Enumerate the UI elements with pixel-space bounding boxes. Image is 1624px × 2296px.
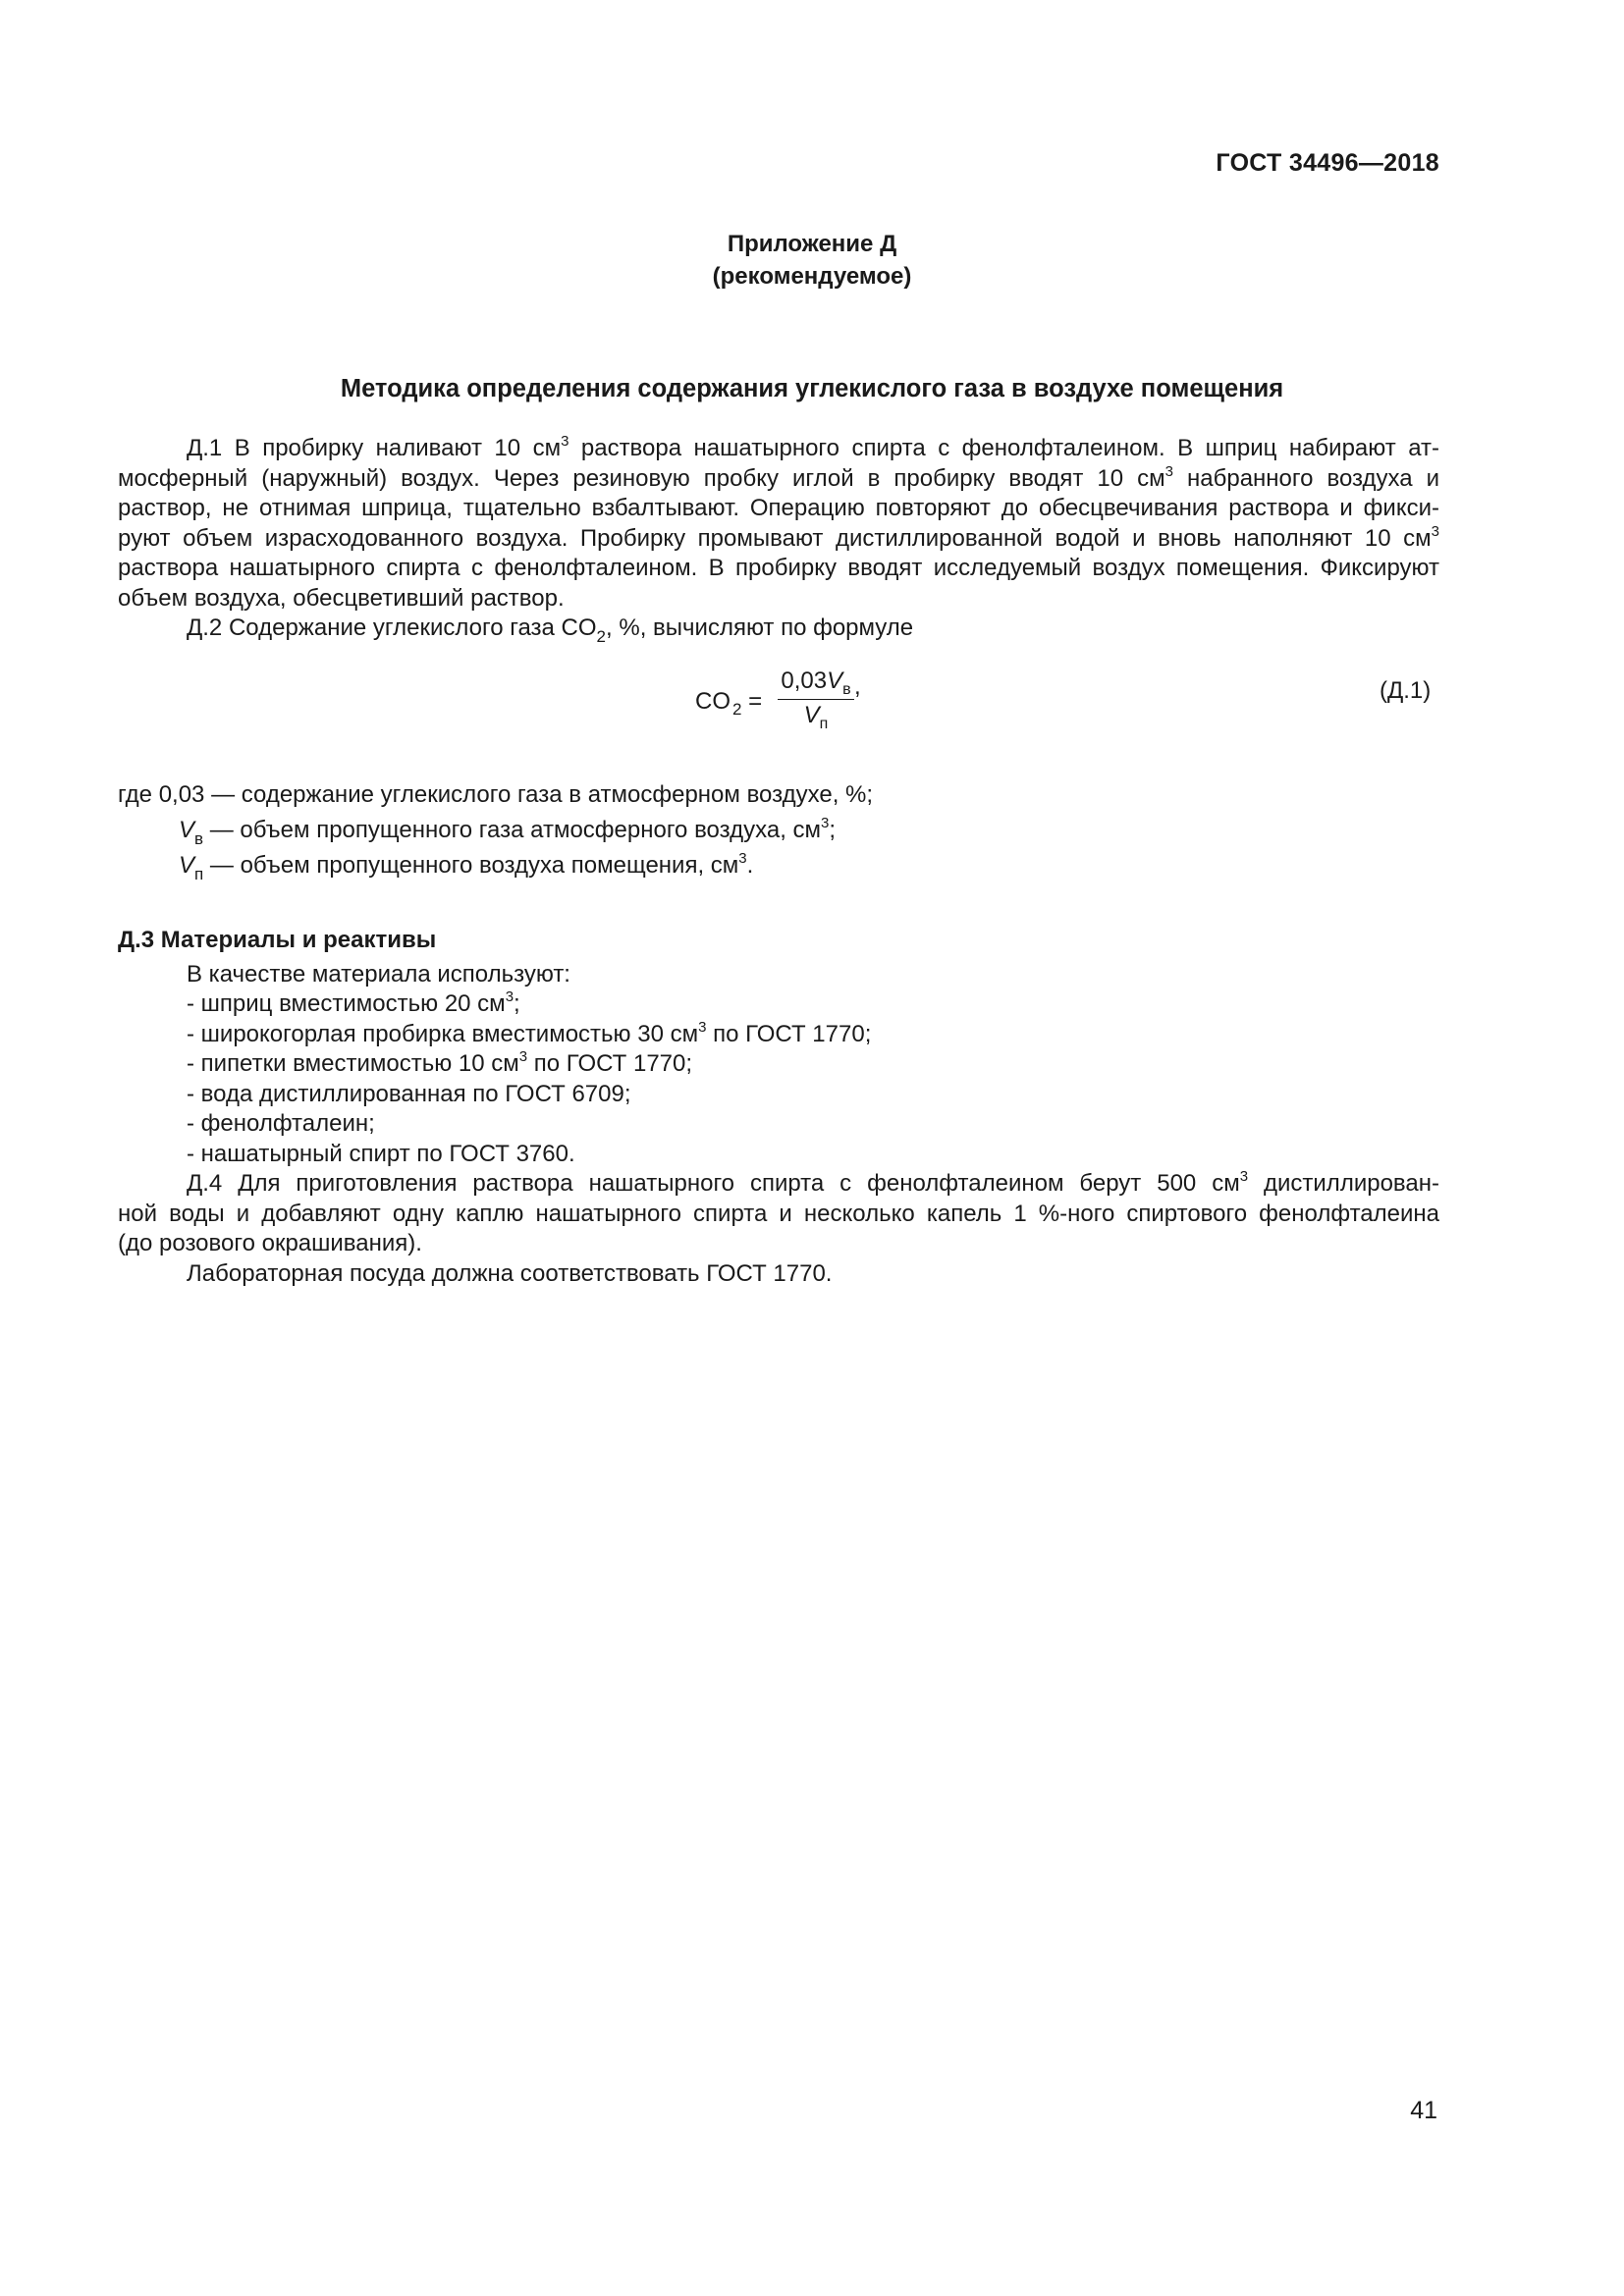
list-item: - нашатырный спирт по ГОСТ 3760. [187,1140,575,1167]
formula-lhs: CO $_2$ = [695,688,763,719]
appendix-title: Приложение Д [727,231,897,257]
materials-intro: В качестве материала используют: [187,960,570,988]
appendix-heading [0,228,1624,293]
formula-legend [118,777,873,883]
list-item: - фенолфталеин; [187,1110,375,1137]
paragraph-d2: Д.2 Содержание углекислого газа $CO_2$, %, вычисляют по формуле [187,614,914,646]
paragraph-d4-line2: ной воды и добавляют одну каплю нашатырного спирта и несколько капель 1 %-ного спиртового фенолфталеина [118,1200,1439,1227]
method-title: Методика определения содержания углекислого газа в воздухе помещения [340,375,1284,402]
paragraph-glassware: Лабораторная посуда должна соответствовать ГОСТ 1770. [187,1259,833,1287]
paragraph-d1-line3: раствор, не отнимая шприца, тщательно взбалтывают. Операцию повторяют до обесцвечивания раствора и фикси- [118,495,1439,521]
standard-code: ГОСТ 34496—2018 [1216,149,1439,177]
formula-fraction [778,667,854,732]
page-number: 41 [1410,2097,1437,2124]
formula-denominator: $V_п$ [803,702,829,732]
legend-row-vv: $V_в$ — объем пропущенного газа атмосферного воздуха, $см^3$; [179,815,837,848]
paragraph-d1-line6: объем воздуха, обесцветивший раствор. [118,584,565,612]
formula-comma: , [854,673,861,700]
appendix-status: (рекомендуемое) [712,263,912,290]
section-d3-heading: Д.3 Материалы и реактивы [118,927,437,953]
paragraph-d1: Д.1 В пробирку наливают 10 $см^3$ раствора нашатырного спирта с фенолфталеином. В шприц набирают ат- [187,433,1439,461]
list-item: - широкогорлая пробирка вместимостью 30 $см^3$ по ГОСТ 1770; [187,1018,872,1047]
list-item: - шприц вместимостью 20 $см^3$; [187,988,520,1017]
paragraph-d1-line4: руют объем израсходованного воздуха. Пробирку промывают дистиллированной водой и вновь наполняют 10 $см^3$ [118,522,1439,552]
paragraph-d4: Д.4 Для приготовления раствора нашатырного спирта с фенолфталеином берут 500 $см^3$ дистиллирован- [187,1168,1439,1197]
section-d3-d4 [118,926,1439,1289]
paragraph-d1-line2: мосферный (наружный) воздух. Через резиновую пробку иглой в пробирку вводят 10 $см^3$ набранного воздуха и [118,462,1440,492]
legend-row-vp: $V_п$ — объем пропущенного воздуха помещения, $см^3$. [179,850,754,883]
paragraph-d1-line5: раствора нашатырного спирта с фенолфталеином. В пробирку вводят исследуемый воздух помещения. Фиксируют [118,555,1439,581]
list-item: - пипетки вместимостью 10 $см^3$ по ГОСТ 1770; [187,1048,693,1077]
formula-numerator: $0,03V_в$ [781,667,851,698]
formula-number: (Д.1) [1380,677,1432,704]
list-item: - вода дистиллированная по ГОСТ 6709; [187,1080,631,1107]
paragraph-d4-line3: (до розового окрашивания). [118,1230,422,1256]
legend-row-coefficient: где 0,03 — содержание углекислого газа в атмосферном воздухе, %; [118,781,874,808]
section-d1-d2 [118,434,1439,644]
